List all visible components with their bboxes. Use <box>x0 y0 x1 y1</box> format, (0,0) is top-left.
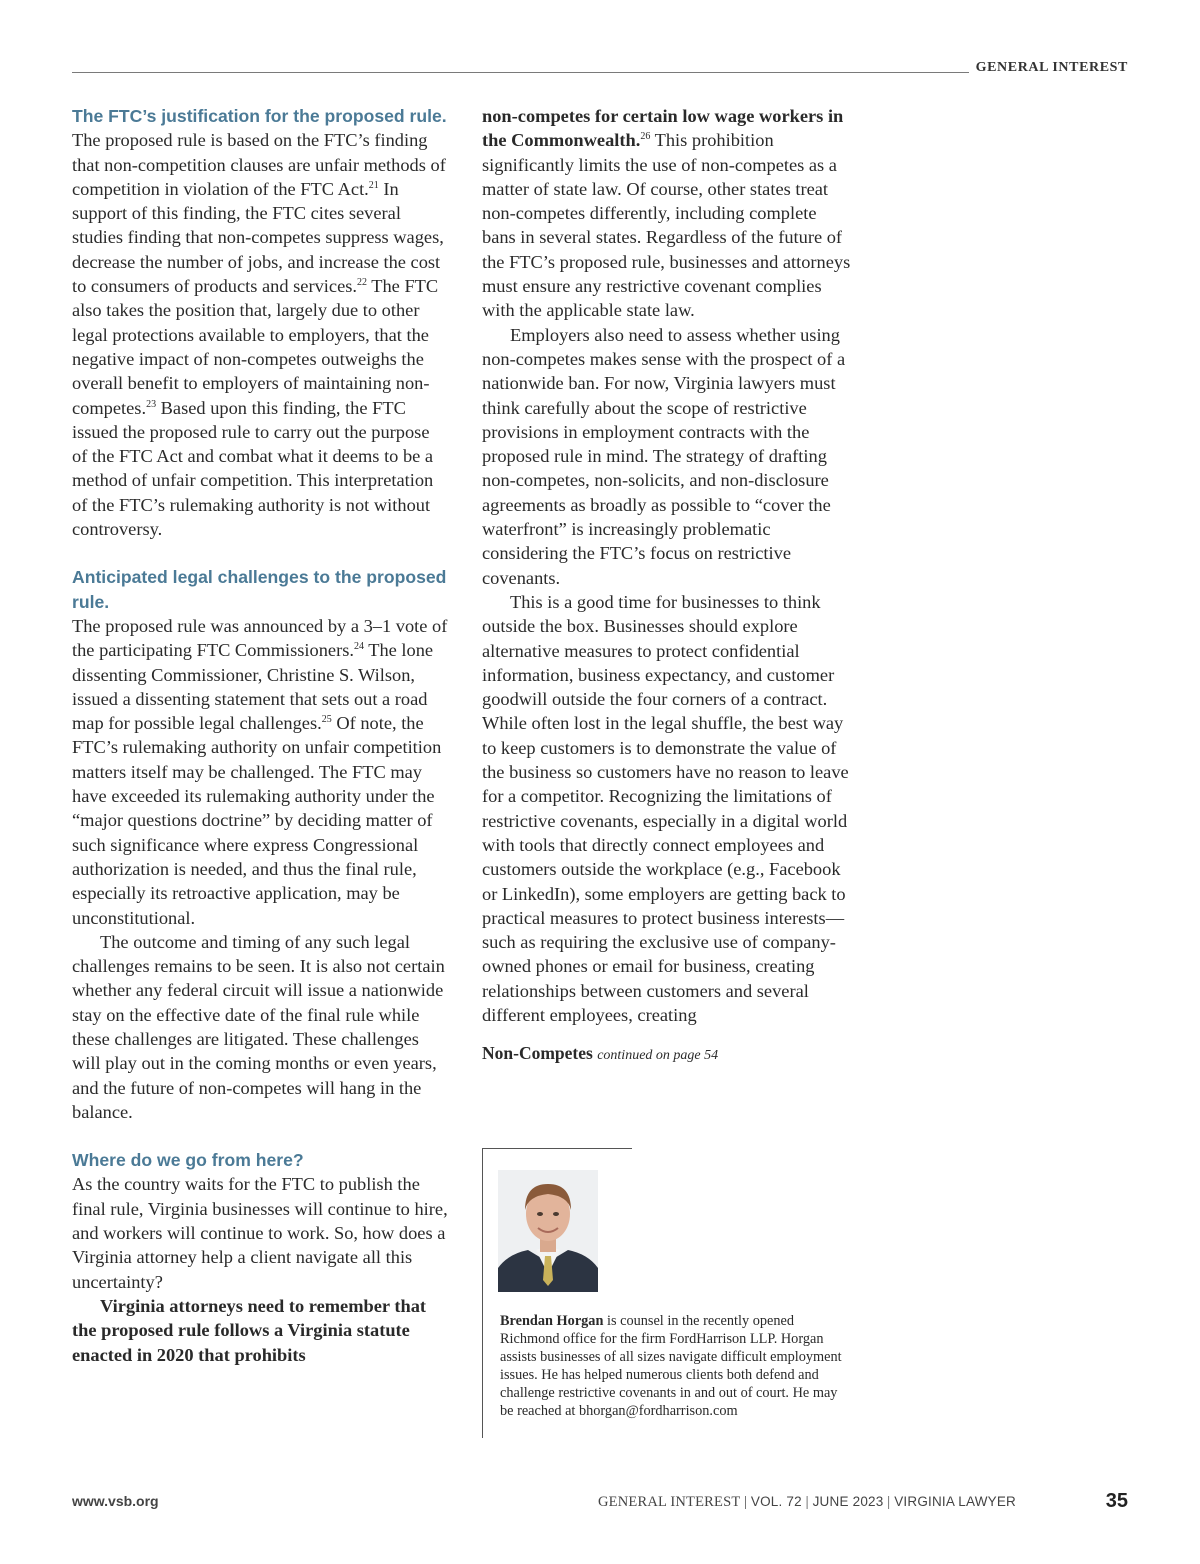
author-name: Brendan Horgan <box>500 1313 604 1329</box>
section-label: GENERAL INTEREST <box>975 60 1128 75</box>
page-number: 35 <box>1105 1490 1128 1512</box>
paragraph-good-time: This is a good time for businesses to think outside the box. Businesses should explore alternative measures to protect confidential information, business expectancy, and customer goodwill outside the four corners of a contract. While often lost in the legal shuffle, the best way to keep customers is to demonstrate the value of the business so customers have no reason to leave for a competitor. Recognizing the limitations of restrictive covenants, especially in a digital world with tools that directly connect employees and customers outside the workplace (e.g., Facebook or LinkedIn), some employers are getting back to practical measures to protect business interests—such as requiring the exclusive use of company-owned phones or email for business, creating relationships between customers and several different employees, creating <box>482 591 849 1025</box>
heading-legal-challenges: Anticipated legal challenges to the proposed rule. <box>72 567 447 612</box>
heading-justification: The FTC’s justification for the proposed rule. <box>72 106 447 126</box>
paragraph-outcome: The outcome and timing of any such legal challenges remains to be seen. It is also not certain whether any federal circuit will issue a nationwide stay on the effective date of the final rule while these challenges are litigated. These challenges will play out in the coming months or even years, and the future of non-competes will hang in the balance. <box>72 931 445 1122</box>
footer-url[interactable]: www.vsb.org <box>72 1493 159 1509</box>
paragraph-employers-assess: Employers also need to assess whether using non-competes makes sense with the prospect of a nationwide ban. For now, Virginia lawyers must think carefully about the scope of restrictive provisions in employment contracts with the proposed rule in mind. The strategy of drafting non-competes, non-solicits, and non-disclosure agreements as broadly as possible to “cover the waterfront” is increasingly problematic considering the FTC’s focus on restrictive covenants. <box>482 324 846 588</box>
paragraph-virginia-attorneys: Virginia attorneys need to remember that the proposed rule follows a Virginia statute enacted in 2020 that prohibits <box>72 1295 427 1365</box>
author-bio <box>500 1312 852 1420</box>
paragraph-low-wage: non-competes for certain low wage workers in the Commonwealth.$^{26}$ This prohibition significantly limits the use of non-competes as a matter of state law. Of course, other states treat non-competes differently, including complete bans in several states. Regardless of the future of the FTC’s proposed rule, businesses and attorneys must ensure any restrictive covenant complies with the applicable state law. <box>482 106 851 321</box>
author-portrait-image <box>498 1170 598 1292</box>
left-column <box>72 104 448 1367</box>
paragraph-waits: As the country waits for the FTC to publish the final rule, Virginia businesses will continue to hire, and workers will continue to work. So, how does a Virginia attorney help a client navigate all this uncertainty? <box>72 1174 448 1292</box>
right-column <box>482 104 854 1069</box>
header-rule <box>72 72 969 73</box>
footnote-ref: 24 <box>353 641 364 653</box>
footnote-ref: 23 <box>146 398 157 410</box>
bio-text: Brendan Horgan is counsel in the recently opened Richmond office for the firm FordHarrison LLP. Horgan assists businesses of all sizes navigate difficult employment issues. He has helped numerous clients both defend and challenge restrictive covenants in and out of court. He may be reached at bhorgan@fordharrison.com <box>500 1313 842 1419</box>
continued-note: Non-Competes continued on page 54 <box>482 1043 719 1064</box>
bio-rule-horizontal <box>482 1148 632 1149</box>
bio-rule-vertical <box>482 1148 483 1438</box>
heading-where-from-here: Where do we go from here? <box>72 1150 304 1171</box>
footnote-ref: 26 <box>640 131 651 143</box>
paragraph-legal-challenges: The proposed rule was announced by a 3–1 vote of the participating FTC Commissioners.$^{24}$ The lone dissenting Commissioner, Christine S. Wilson, issued a dissenting statement that sets out a road map for possible legal challenges.$^{25}$ Of note, the FTC’s rulemaking authority on unfair competition matters itself may be challenged. The FTC may have exceeded its rulemaking authority under the “major questions doctrine” by deciding matter of such significance where express Congressional authorization is needed, and thus the final rule, especially its retroactive application, may be unconstitutional. <box>72 615 448 928</box>
author-bio-box <box>482 1148 854 1440</box>
paragraph-justification: The proposed rule is based on the FTC’s finding that non-competition clauses are unfair methods of competition in violation of the FTC Act.$^{21}$ In support of this finding, the FTC cites several studies finding that non-competes suppress wages, decrease the number of jobs, and increase the cost to consumers of products and services.$^{22}$ The FTC also takes the position that, largely due to other legal protections available to employers, that the negative impact of non-competes outweighs the overall benefit to employers of maintaining non-competes.$^{23}$ Based upon this finding, the FTC issued the proposed rule to carry out the purpose of the FTC Act and combat what it deems to be a method of unfair competition. This interpretation of the FTC’s rulemaking authority is not without controversy. <box>72 130 446 540</box>
footnote-ref: 25 <box>321 714 332 725</box>
footer-publication: GENERAL INTEREST | VOL. 72 | JUNE 2023 | VIRGINIA LAWYER <box>597 1494 1016 1510</box>
author-photo <box>498 1170 598 1292</box>
footnote-ref: 21 <box>368 179 379 191</box>
footnote-ref: 22 <box>356 276 367 288</box>
